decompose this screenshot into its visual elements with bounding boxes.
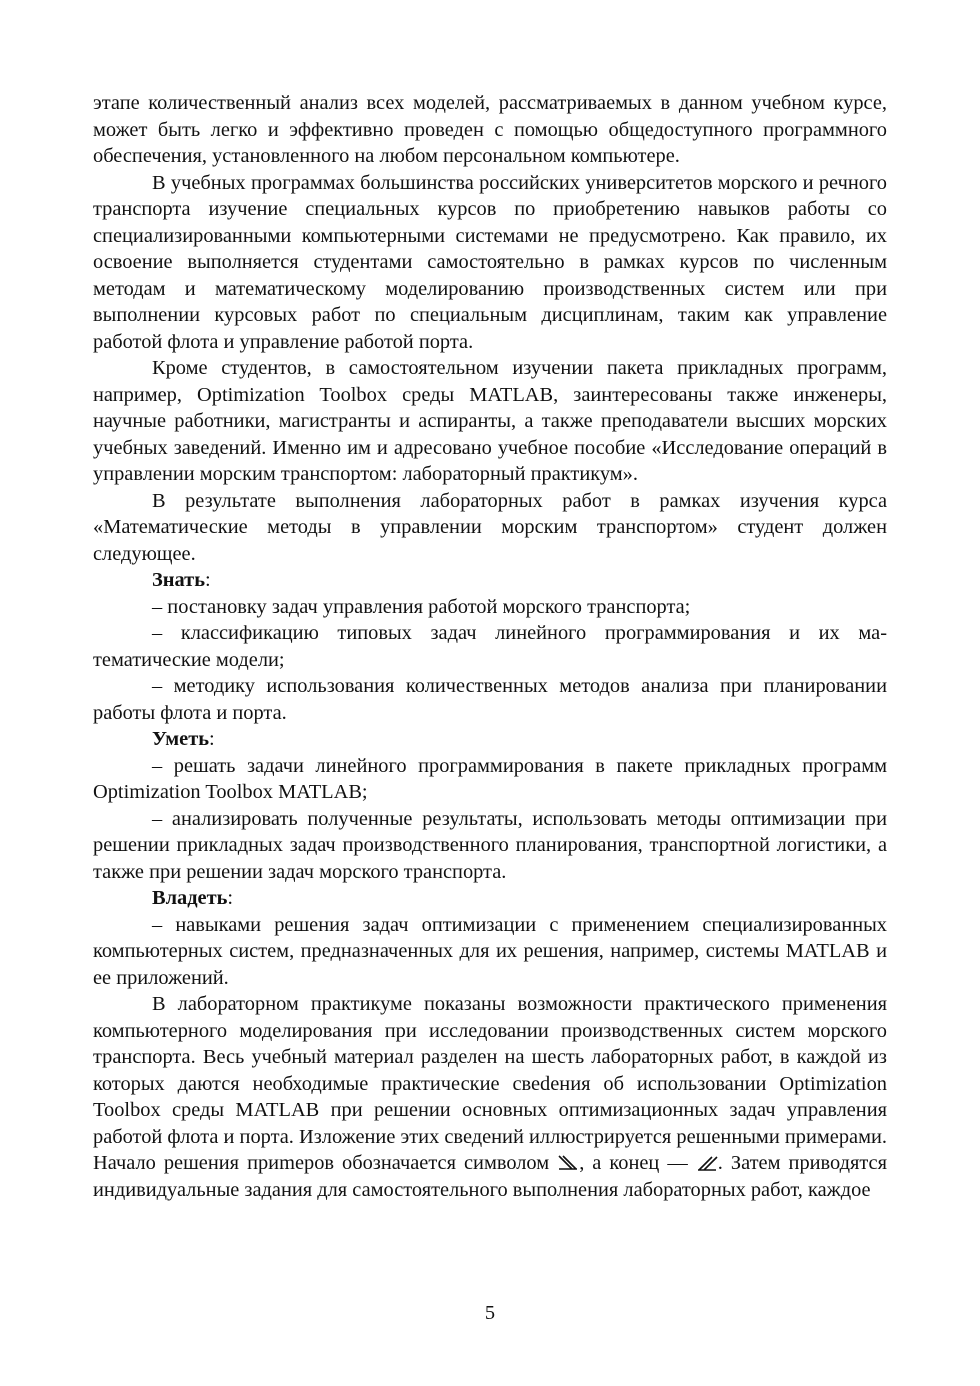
paragraph-curricula: В учебных программах большинства российских университетов морского и речного транспорта изучение специальных курсов по приобретению навыков работы со специализированными компьютерными системами не предусмотрено. Как правило, их освоение выполняется студентами самостоятельно в рамках курсов по численным методам и математическому моделированию производственных систем или при выполнении курсовых работ по специальным дисциплинам, таким как управление работой флота и управление работой порта.	[93, 171, 887, 353]
example-start-icon	[557, 1155, 579, 1171]
paragraph-intro-continuation: этапе количественный анализ всех моделей, рассматриваемых в данном учебном курсе, может быть легко и эффективно проведен с помощью общедоступного программного обеспечения, установленного на любом персональном компьютере.	[93, 92, 887, 167]
paragraph-lab-overview	[93, 991, 887, 1203]
master-item: – навыками решения задач оптимизации с применением специализированных компьютерных систем, предназначенных для их решения, например, системы MATLAB и ее приложений.	[93, 913, 887, 989]
able-heading-colon: :	[209, 728, 215, 750]
know-heading-colon: :	[204, 569, 211, 591]
know-heading-label: Знать	[152, 569, 205, 591]
able-item: – анализировать полученные результаты, использовать методы оптимизации при решении прикладных задач производственного планирования, транспортной логистики, а также при решении задач морского транспорта.	[93, 807, 887, 883]
page-number: 5	[484, 1302, 496, 1324]
example-end-icon	[696, 1155, 718, 1171]
able-heading	[93, 726, 887, 753]
able-heading-label: Уметь	[152, 728, 210, 750]
know-item: – постановку задач управления работой морского транспорта;	[152, 595, 691, 618]
paragraph-outcomes: В результате выполнения лабораторных работ в рамках изучения курса «Математические методы в управлении морским транспортом» студент должен следующее.	[93, 489, 887, 565]
master-heading-colon: :	[227, 887, 234, 909]
lab-overview-text-middle: , а конец —	[579, 1152, 688, 1174]
master-heading-label: Владеть	[152, 887, 228, 909]
lab-overview-text-start: В лабораторном практикуме показаны возможности практического применения компьютерного моделирования при исследовании производственных систем морского транспорта. Весь учебный материал разделен на шесть лабораторных работ, в каждой из которых даются необходимые практические свеdения об использовании Optimization Toolbox среды MATLAB при решении основных оптимизационных задач управления работой флота и порта. Изложение этих сведений иллюстрируется решенными примерами. Начало решения приmеров обозначается символом	[93, 993, 887, 1174]
master-heading	[93, 885, 887, 912]
know-heading	[93, 567, 887, 594]
lab-overview-text-end: . Затем приводятся индивидуальные задания для самостоятельного выполнения лабораторных работ, каждое	[93, 1152, 887, 1201]
paragraph-audience: Кроме студентов, в самостоятельном изучении пакета прикладных программ, например, Optimization Toolbox среды MATLAB, заинтересованы также инженеры, научные работники, магистранты и аспиранты, а также преподаватели высших морских учебных заведений. Именно им и адресовано учебное пособие «Исследование операций в управлении морским транспортом: лабораторный практикум».	[93, 357, 887, 485]
know-item: – методику использования количественных методов анализа при планировании работы флота и порта.	[93, 675, 887, 724]
document-body	[93, 90, 887, 1203]
able-item: – решать задачи линейного программирования в пакете прикладных программ Optimization Toolbox MATLAB;	[93, 754, 887, 803]
know-item: – классификацию типовых задач линейного программирования и их математические модели;	[93, 622, 887, 671]
